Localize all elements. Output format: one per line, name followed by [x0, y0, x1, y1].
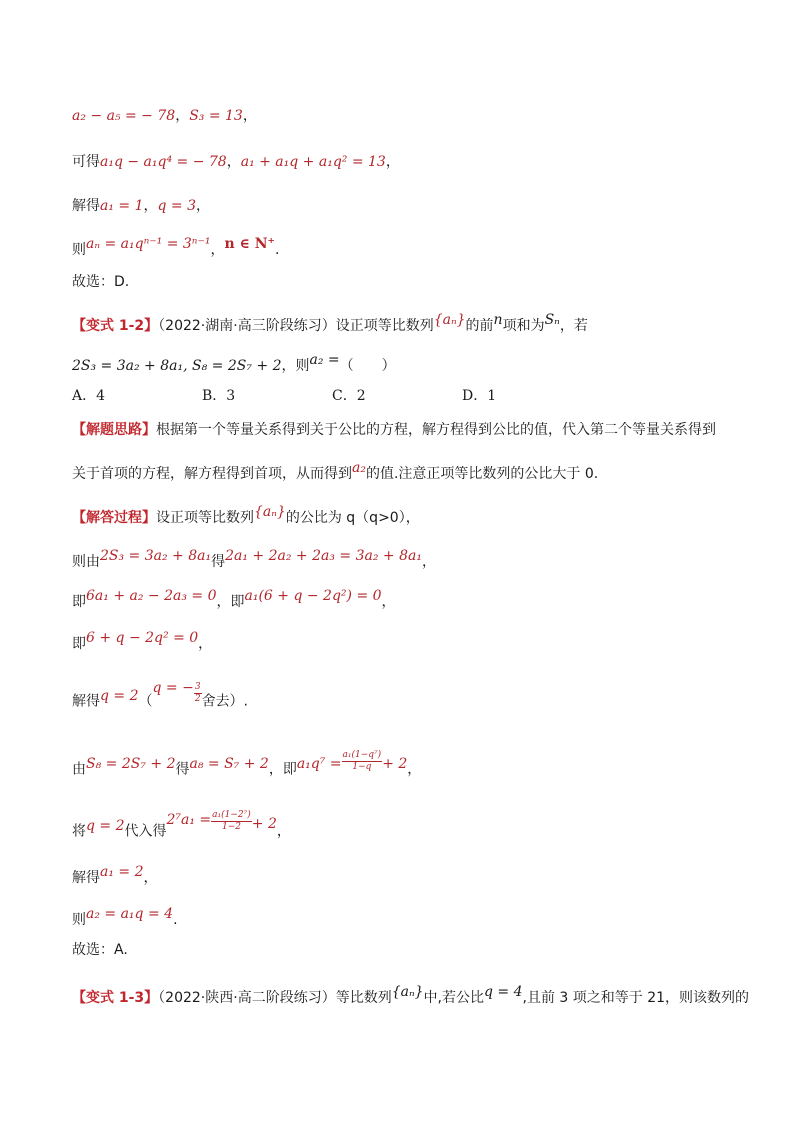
answer-line-2: [72, 940, 128, 960]
text: 舍去）.: [201, 693, 249, 710]
punctuation: .: [173, 912, 178, 928]
separator: ，: [175, 108, 190, 124]
answer-blank: （ ）: [339, 358, 396, 374]
problem-text: ,且前 3 项之和等于 21，则该数列的: [522, 990, 750, 1006]
math-expr: q = 2: [100, 687, 139, 704]
fraction: [342, 750, 383, 773]
punctuation: ，: [407, 761, 422, 778]
process-line-3: [72, 630, 213, 654]
math-expr: q = 3: [157, 198, 196, 214]
punctuation: ，: [242, 108, 257, 124]
math-expr: S₃ = 13: [189, 108, 243, 124]
math-expr: a₁q⁷ =: [296, 755, 342, 772]
option-c: C．2: [332, 388, 366, 404]
option-d: D．1: [462, 388, 497, 404]
fraction-denominator: 2: [194, 694, 201, 704]
process-line-1: [72, 548, 436, 572]
problem-text: 中,若公比: [423, 990, 484, 1006]
text: 代入得: [124, 823, 167, 840]
fraction-numerator: a₁(1−q⁷): [342, 750, 382, 760]
separator: ，: [226, 154, 241, 170]
fraction-denominator: 1−q: [352, 762, 372, 772]
punctuation: ，: [196, 198, 210, 214]
idea-text: 根据第一个等量关系得到关于公比的方程，解方程得到公比的值，代入第二个等量关系得到: [156, 422, 716, 438]
math-expr: a₁ = 1: [100, 198, 144, 214]
math-expr: a₂ = a₁q = 4: [86, 906, 174, 922]
math-expr: aₙ = a₁qⁿ⁻¹ = 3ⁿ⁻¹: [86, 236, 211, 252]
process-line-8: [72, 906, 178, 930]
math-expr: a₂ =: [309, 352, 340, 368]
problem-text: 的前: [465, 318, 494, 334]
math-expr: + 2: [382, 755, 408, 772]
math-expr: 2⁷a₁ =: [166, 811, 212, 828]
text: 将: [72, 823, 86, 840]
solution-line-2: [72, 152, 400, 172]
math-expr: a₂: [352, 460, 366, 476]
text: 解得: [72, 198, 100, 214]
variant-1-2-header: [72, 312, 588, 336]
text: 由: [72, 761, 86, 778]
math-expr: n: [493, 312, 503, 328]
text: 则: [72, 242, 86, 258]
text: 可得: [72, 154, 100, 170]
text: ，即: [216, 594, 245, 610]
text: 解得: [72, 693, 100, 710]
answer-line-1: [72, 272, 129, 292]
math-expr: a₂ − a₅ = − 78: [72, 108, 176, 124]
problem-text: （2022·湖南·高三阶段练习）设正项等比数列: [158, 318, 434, 334]
separator: ，: [210, 242, 225, 258]
variant-1-2-condition: [72, 352, 396, 376]
problem-text: ，则: [281, 358, 310, 374]
math-expr: a₁ = 2: [100, 864, 144, 880]
math-expr: n ∈ N⁺: [224, 236, 275, 252]
process-line-7: [72, 864, 158, 888]
math-expr: 6 + q − 2q² = 0: [86, 630, 199, 646]
text: 即: [72, 636, 86, 652]
punctuation: ，: [381, 594, 396, 610]
punctuation: ，: [421, 554, 436, 570]
process-line-2: [72, 588, 396, 612]
text: 解得: [72, 870, 100, 886]
math-expr: S₈ = 2S₇ + 2: [86, 755, 176, 772]
solution-line-4: [72, 236, 280, 260]
process-text: 设正项等比数列: [156, 510, 254, 526]
text: 得: [211, 554, 226, 570]
option-a: A．4: [72, 388, 106, 404]
option-b: B．3: [202, 388, 236, 404]
fraction-numerator: a₁(1−2⁷): [212, 810, 251, 820]
variant-tag: 【变式 1-3】: [72, 990, 159, 1006]
process-line-5: [72, 750, 422, 781]
idea-text: 关于首项的方程，解方程得到首项，从而得到: [72, 466, 352, 482]
solution-process: [72, 504, 420, 528]
variant-1-3-header: [72, 984, 750, 1008]
math-expr: q = 2: [86, 817, 125, 834]
math-expr: q = 4: [484, 984, 523, 1000]
text: 得: [175, 761, 190, 778]
problem-text: 项和为: [502, 318, 545, 334]
math-expr: Sₙ: [544, 312, 560, 328]
math-expr: 2S₃ = 3a₂ + 8a₁: [100, 548, 212, 564]
process-line-4: [72, 679, 249, 713]
process-line-6: [72, 810, 291, 843]
text: 即: [72, 594, 86, 610]
punctuation: ，: [276, 823, 291, 840]
answer-text: 故选：D.: [72, 274, 130, 290]
punctuation: ，: [143, 870, 158, 886]
fraction: [194, 682, 202, 705]
options-row: [72, 386, 592, 406]
problem-text: ，若: [559, 318, 588, 334]
problem-text: （2022·陕西·高二阶段练习）等比数列: [158, 990, 392, 1006]
math-expr: + 2: [251, 815, 277, 832]
separator: ，: [143, 198, 158, 214]
section-tag: 【解答过程】: [72, 510, 156, 526]
math-expr: a₁(6 + q − 2q²) = 0: [244, 588, 382, 604]
answer-text: 故选：A.: [72, 942, 128, 958]
solution-line-1: [72, 106, 257, 126]
solution-idea: [72, 420, 716, 440]
text: 则由: [72, 554, 100, 570]
math-expr: a₈ = S₇ + 2: [189, 755, 269, 772]
punctuation: ，: [198, 636, 213, 652]
solution-line-3: [72, 196, 210, 216]
math-expr: {aₙ}: [391, 984, 424, 1000]
punctuation: ，: [385, 154, 400, 170]
idea-text: 的值.注意正项等比数列的公比大于 0.: [365, 466, 599, 482]
math-expr: {aₙ}: [433, 312, 466, 328]
punctuation: .: [274, 242, 280, 258]
text: ，即: [268, 761, 297, 778]
text: 则: [72, 912, 86, 928]
math-expr: 6a₁ + a₂ − 2a₃ = 0: [86, 588, 217, 604]
solution-idea-cont: [72, 460, 599, 484]
math-expr: q = −: [152, 679, 194, 696]
math-expr: 2S₃ = 3a₂ + 8a₁, S₈ = 2S₇ + 2: [72, 358, 282, 374]
math-expr: {aₙ}: [254, 504, 286, 520]
math-expr: a₁q − a₁q⁴ = − 78: [100, 154, 227, 170]
section-tag: 【解题思路】: [72, 422, 156, 438]
fraction-denominator: 1−2: [221, 822, 241, 832]
text: （: [138, 693, 153, 710]
math-expr: 2a₁ + 2a₂ + 2a₃ = 3a₂ + 8a₁: [225, 548, 422, 564]
fraction: [211, 810, 252, 833]
variant-tag: 【变式 1-2】: [72, 318, 159, 334]
process-text: 的公比为 q（q>0），: [285, 510, 420, 526]
math-expr: a₁ + a₁q + a₁q² = 13: [240, 154, 386, 170]
fraction-numerator: 3: [194, 682, 201, 692]
